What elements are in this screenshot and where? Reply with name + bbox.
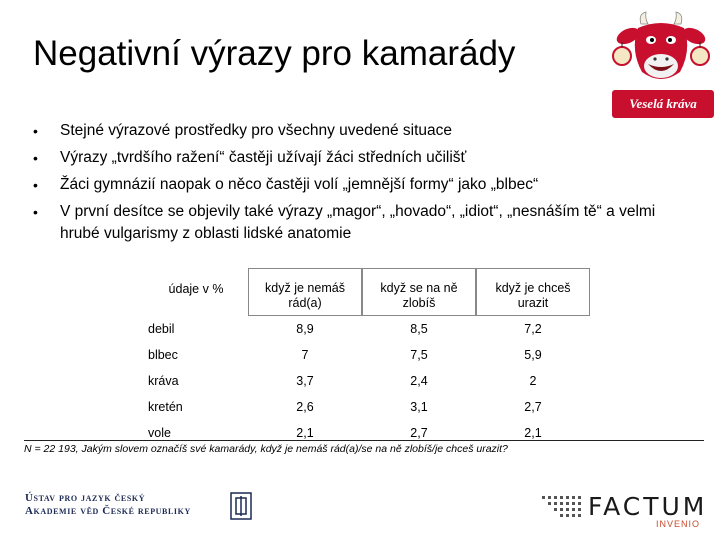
institute-name-line2: Akademie věd České republiky bbox=[25, 505, 191, 517]
footnote: N = 22 193, Jakým slovem označíš své kamarády, když je nemáš rád(a)/se na ně zlobíš/je chceš urazit? bbox=[24, 440, 704, 455]
table-row bbox=[144, 342, 590, 368]
table-row bbox=[144, 316, 590, 342]
invenio-wordmark: INVENIO bbox=[655, 519, 700, 529]
bullet-item bbox=[33, 174, 693, 196]
institute-emblem-icon bbox=[230, 492, 252, 520]
institute-logo bbox=[25, 492, 191, 518]
bullet-text: V první desítce se objevily také výrazy „magor“, „hovado“, „idiot“, „nesnáším tě“ a velmi hrubé vulgarismy z oblasti lidské anatomie bbox=[60, 203, 656, 242]
bullet-text: Stejné výrazové prostředky pro všechny uvedené situace bbox=[60, 122, 453, 139]
logo-text: Veselá kráva bbox=[612, 90, 714, 118]
slide-title: Negativní výrazy pro kamarády bbox=[33, 34, 516, 73]
row-label: kráva bbox=[148, 374, 179, 388]
bullet-text: Žáci gymnázií naopak o něco častěji volí „jemnější formy“ jako „blbec“ bbox=[60, 176, 539, 193]
factum-wordmark: FACTUM bbox=[588, 492, 708, 521]
table-cell: 5,9 bbox=[524, 348, 542, 362]
table-cell: 2,7 bbox=[524, 400, 542, 414]
table-cell: 2,1 bbox=[524, 426, 542, 440]
laughing-cow-logo bbox=[608, 10, 714, 120]
row-label: vole bbox=[148, 426, 171, 440]
table-cell: 7,5 bbox=[410, 348, 428, 362]
row-label: debil bbox=[148, 322, 175, 336]
table-header: když se na ně zlobíš bbox=[362, 268, 476, 316]
bullet-text: Výrazy „tvrdšího ražení“ častěji užívají žáci středních učilišť bbox=[60, 149, 467, 166]
bullet-icon: • bbox=[33, 177, 38, 193]
bullet-icon: • bbox=[33, 204, 38, 220]
table-row bbox=[144, 394, 590, 420]
bullet-list bbox=[33, 120, 693, 250]
table-header-corner: údaje v % bbox=[168, 282, 224, 296]
bullet-item bbox=[33, 147, 693, 169]
bullet-item bbox=[33, 120, 693, 142]
bullet-icon: • bbox=[33, 123, 38, 139]
results-table bbox=[144, 268, 590, 446]
table-header-row bbox=[144, 268, 590, 316]
table-header: když je chceš urazit bbox=[476, 268, 590, 316]
bullet-icon: • bbox=[33, 150, 38, 166]
table-cell: 8,5 bbox=[410, 322, 428, 336]
table-cell: 2,6 bbox=[296, 400, 314, 414]
table-cell: 7 bbox=[301, 348, 309, 362]
table-cell: 3,7 bbox=[296, 374, 314, 388]
table-cell: 2,4 bbox=[410, 374, 428, 388]
row-label: blbec bbox=[148, 348, 178, 362]
table-row bbox=[144, 368, 590, 394]
table-header: když je nemáš rád(a) bbox=[248, 268, 362, 316]
row-label: kretén bbox=[148, 400, 183, 414]
institute-name-line1: Ústav pro jazyk český bbox=[25, 492, 146, 504]
table-cell: 3,1 bbox=[410, 400, 428, 414]
laughing-cow-logo-icon bbox=[608, 10, 714, 94]
table-cell: 2,7 bbox=[410, 426, 428, 440]
table-cell: 2,1 bbox=[296, 426, 314, 440]
bullet-item bbox=[33, 201, 693, 245]
dots-pattern-icon bbox=[540, 494, 588, 524]
factum-logo bbox=[540, 492, 710, 532]
table-cell: 7,2 bbox=[524, 322, 542, 336]
table-cell: 2 bbox=[529, 374, 537, 388]
table-cell: 8,9 bbox=[296, 322, 314, 336]
